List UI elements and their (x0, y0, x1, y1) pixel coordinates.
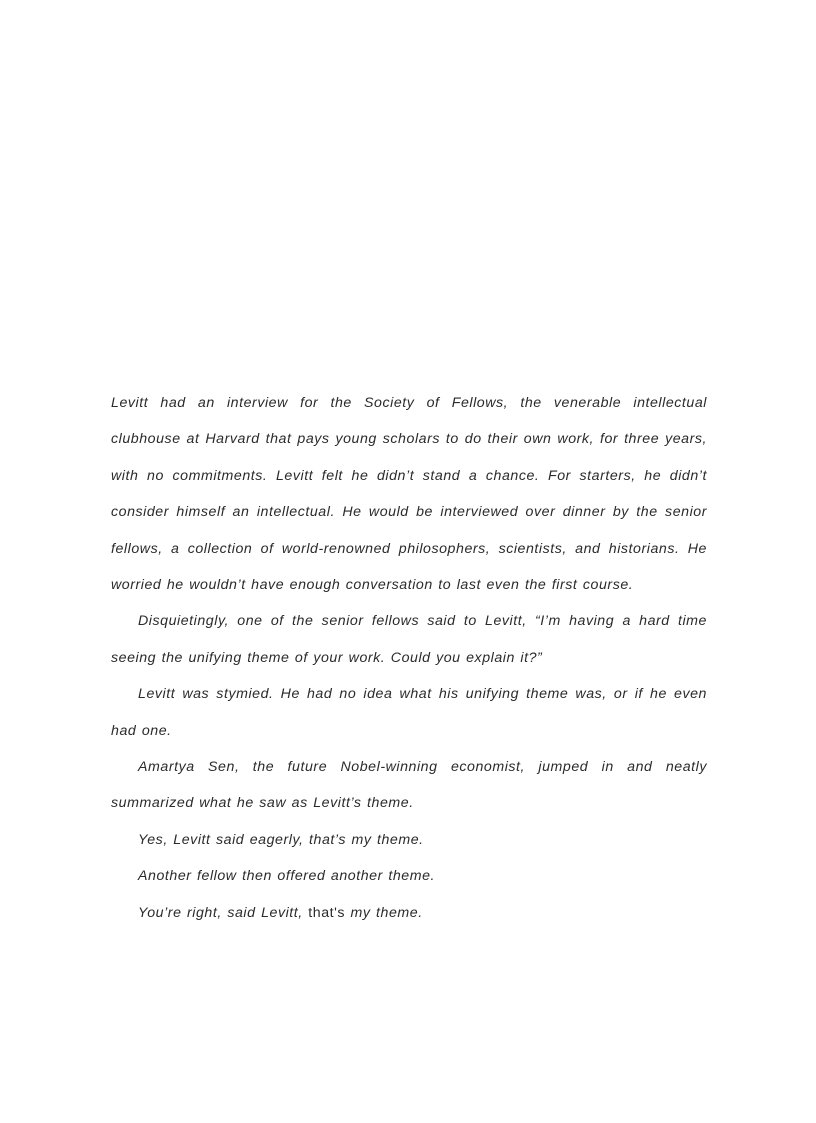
paragraph-senior-fellow-question: Disquietingly, one of the senior fellows said to Levitt, “I’m having a hard time seeing the unifying theme of your work. Could you explain it?” (111, 613, 707, 666)
paragraph-interview: Levitt had an interview for the Society of Fellows, the venerable intellectual clubhouse at Harvard that pays young scholars to do their own work, for three years, with no commitments. Levitt felt he didn’t stand a chance. For starters, he didn’t consider himself an intellectual. He would be interviewed over dinner by the senior fellows, a collection of world-renowned philosophers, scientists, and historians. He worried he wouldn’t have enough conversation to last even the first course. (111, 395, 707, 594)
paragraph-another-fellow: Another fellow then offered another theme. (138, 868, 436, 885)
my-theme-text: my theme. (345, 904, 423, 921)
paragraph-yes-levitt: Yes, Levitt said eagerly, that’s my theme. (138, 831, 424, 848)
paragraph-amartya-sen: Amartya Sen, the future Nobel-winning economist, jumped in and neatly summarized what he saw as Levitt’s theme. (111, 759, 707, 812)
thats-upright-text: that's (308, 904, 346, 921)
paragraph-levitt-stymied: Levitt was stymied. He had no idea what his unifying theme was, or if he even had one. (111, 686, 707, 739)
body-text (111, 385, 707, 931)
paragraph-youre-right (111, 895, 707, 931)
youre-right-text: You’re right, said Levitt, (138, 904, 309, 921)
